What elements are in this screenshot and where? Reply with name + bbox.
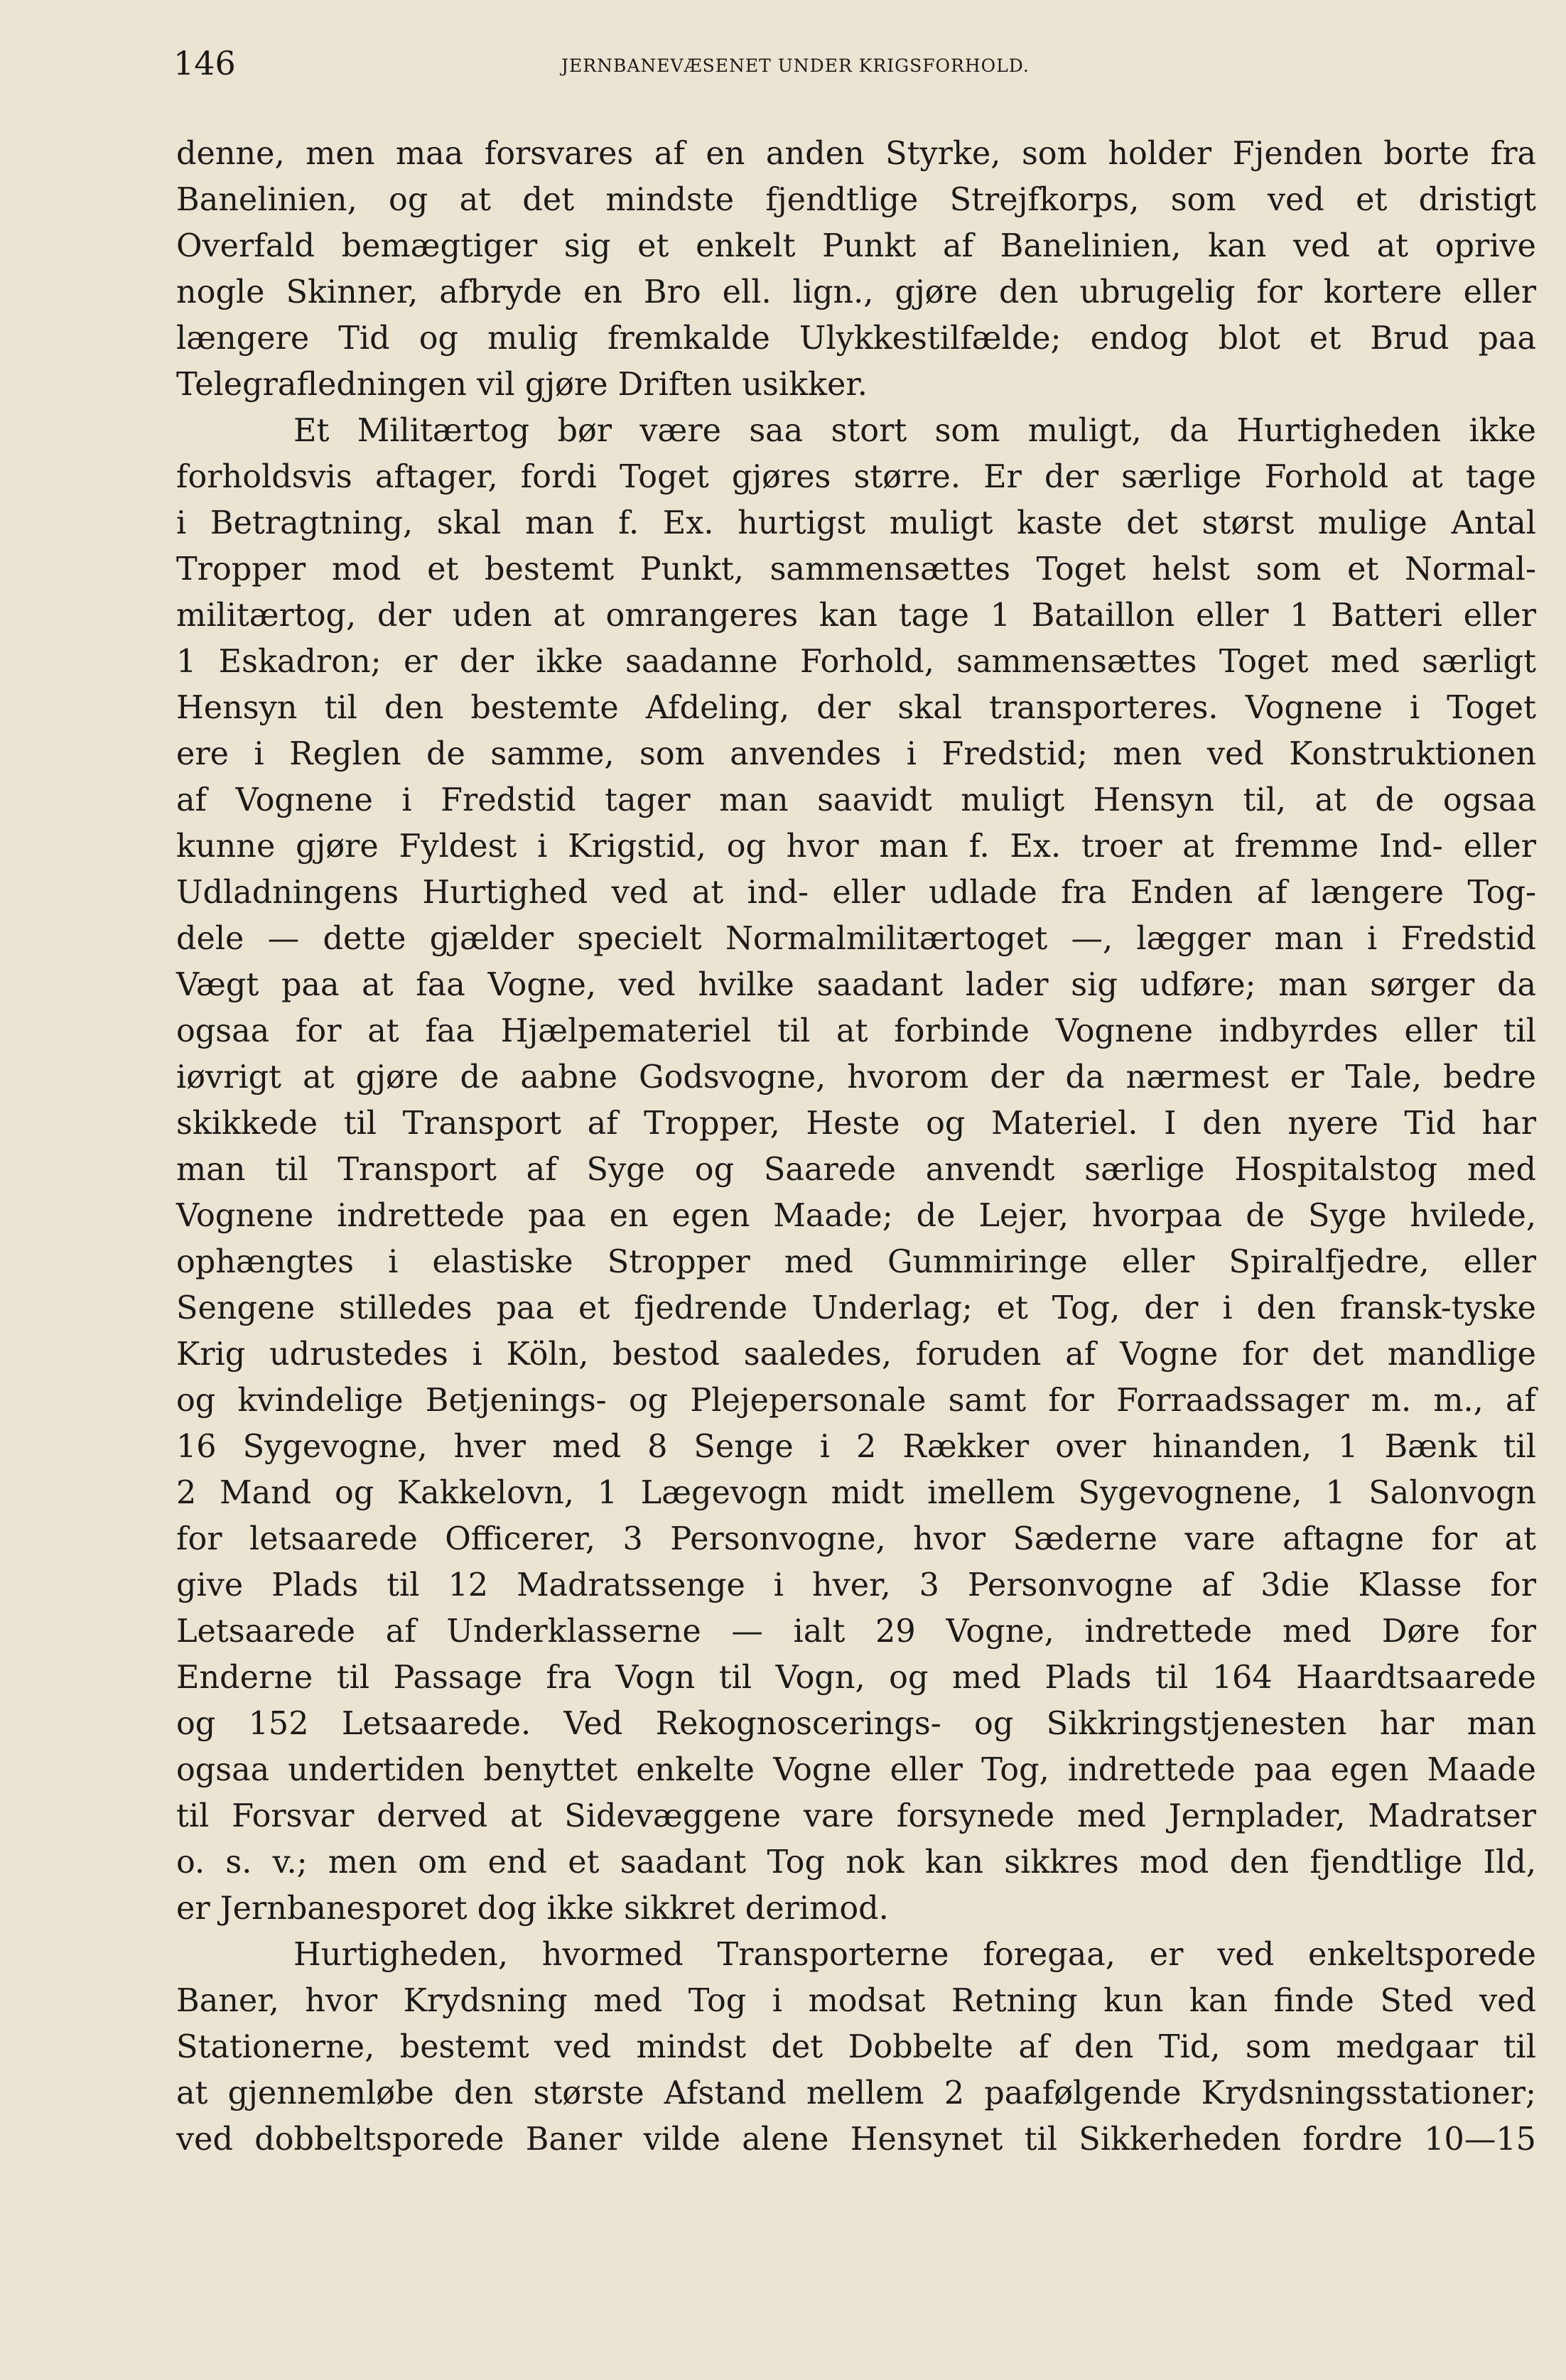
- text-line: skikkede til Transport af Tropper, Heste og Materiel. I den nyere Tid har: [176, 1105, 1536, 1142]
- text-line: o. s. v.; men om end et saadant Tog nok kan sikkres mod den fjendtlige Ild,: [176, 1844, 1536, 1881]
- text-line: Overfald bemægtiger sig et enkelt Punkt af Banelinien, kan ved at oprive: [176, 228, 1536, 264]
- text-line: denne, men maa forsvares af en anden Styrke, som holder Fjenden borte fra: [176, 136, 1536, 172]
- page-number: 146: [173, 44, 236, 82]
- text-line: af Vognene i Fredstid tager man saavidt muligt Hensyn til, at de ogsaa: [176, 782, 1536, 818]
- text-line: at gjennemløbe den største Afstand mellem 2 paafølgende Krydsningsstationer;: [176, 2075, 1536, 2111]
- text-line: ogsaa undertiden benyttet enkelte Vogne eller Tog, indrettede paa egen Maade: [176, 1752, 1536, 1788]
- text-line: er Jernbanesporet dog ikke sikkret derimod.: [176, 1891, 889, 1927]
- text-line: Stationerne, bestemt ved mindst det Dobbelte af den Tid, som medgaar til: [176, 2029, 1536, 2065]
- text-line: Sengene stilledes paa et fjedrende Underlag; et Tog, der i den fransk-tyske: [176, 1290, 1536, 1326]
- text-line: Krig udrustedes i Köln, bestod saaledes, foruden af Vogne for det mandlige: [176, 1336, 1536, 1373]
- text-line: Udladningens Hurtighed ved at ind- eller udlade fra Enden af længere Tog-: [176, 875, 1536, 911]
- text-line: forholdsvis aftager, fordi Toget gjøres større. Er der særlige Forhold at tage: [176, 459, 1536, 495]
- paragraph-start: Hurtigheden, hvormed Transporterne foregaa, er ved enkeltsporede: [293, 1937, 1536, 1973]
- text-line: Enderne til Passage fra Vogn til Vogn, og med Plads til 164 Haardtsaarede: [176, 1660, 1536, 1696]
- text-line: kunne gjøre Fyldest i Krigstid, og hvor man f. Ex. troer at fremme Ind- eller: [176, 828, 1536, 865]
- text-line: til Forsvar derved at Sidevæggene vare forsynede med Jernplader, Madratser: [176, 1798, 1536, 1834]
- text-line: længere Tid og mulig fremkalde Ulykkestilfælde; endog blot et Brud paa: [176, 320, 1536, 357]
- text-line: Tropper mod et bestemt Punkt, sammensættes Toget helst som et Normal-: [176, 551, 1536, 588]
- text-line: og kvindelige Betjenings- og Plejepersonale samt for Forraadssager m. m., af: [176, 1383, 1536, 1419]
- text-line: Baner, hvor Krydsning med Tog i modsat Retning kun kan finde Sted ved: [176, 1983, 1536, 2019]
- text-line: og 152 Letsaarede. Ved Rekognoscerings- og Sikkringstjenesten har man: [176, 1706, 1536, 1742]
- text-line: i Betragtning, skal man f. Ex. hurtigst muligt kaste det størst mulige Antal: [176, 505, 1536, 541]
- text-line: ved dobbeltsporede Baner vilde alene Hensynet til Sikkerheden fordre 10—15: [176, 2121, 1536, 2158]
- text-line: for letsaarede Officerer, 3 Personvogne, hvor Sæderne vare aftagne for at: [176, 1521, 1536, 1557]
- text-line: nogle Skinner, afbryde en Bro ell. lign., gjøre den ubrugelig for kortere eller: [176, 274, 1536, 310]
- text-line: 16 Sygevogne, hver med 8 Senge i 2 Rækker over hinanden, 1 Bænk til: [176, 1429, 1536, 1465]
- text-line: Banelinien, og at det mindste fjendtlige Strejfkorps, som ved et dristigt: [176, 182, 1536, 218]
- text-line: ophængtes i elastiske Stropper med Gummiringe eller Spiralfjedre, eller: [176, 1244, 1536, 1280]
- text-line: militærtog, der uden at omrangeres kan tage 1 Bataillon eller 1 Batteri eller: [176, 597, 1536, 634]
- text-line: dele — dette gjælder specielt Normalmilitærtoget —, lægger man i Fredstid: [176, 921, 1536, 957]
- text-line: 2 Mand og Kakkelovn, 1 Lægevogn midt imellem Sygevognene, 1 Salonvogn: [176, 1475, 1536, 1511]
- text-line: Letsaarede af Underklasserne — ialt 29 Vogne, indrettede med Døre for: [176, 1613, 1536, 1650]
- text-line: man til Transport af Syge og Saarede anvendt særlige Hospitalstog med: [176, 1152, 1536, 1188]
- text-line: give Plads til 12 Madratssenge i hver, 3 Personvogne af 3die Klasse for: [176, 1567, 1536, 1603]
- text-line: Hensyn til den bestemte Afdeling, der skal transporteres. Vognene i Toget: [176, 690, 1536, 726]
- text-line: iøvrigt at gjøre de aabne Godsvogne, hvorom der da nærmest er Tale, bedre: [176, 1059, 1536, 1096]
- body-text: [176, 131, 1536, 2163]
- text-line: Vægt paa at faa Vogne, ved hvilke saadant lader sig udføre; man sørger da: [176, 967, 1536, 1003]
- text-line: Vognene indrettede paa en egen Maade; de Lejer, hvorpaa de Syge hvilede,: [176, 1198, 1536, 1234]
- text-line: ere i Reglen de samme, som anvendes i Fredstid; men ved Konstruktionen: [176, 736, 1536, 772]
- running-head: JERNBANEVÆSENET UNDER KRIGSFORHOLD.: [561, 55, 1030, 76]
- text-line: Telegrafledningen vil gjøre Driften usikker.: [176, 367, 868, 403]
- paragraph-start: Et Militærtog bør være saa stort som muligt, da Hurtigheden ikke: [293, 413, 1536, 449]
- text-line: ogsaa for at faa Hjælpemateriel til at forbinde Vognene indbyrdes eller til: [176, 1013, 1536, 1049]
- text-line: 1 Eskadron; er der ikke saadanne Forhold, sammensættes Toget med særligt: [176, 644, 1536, 680]
